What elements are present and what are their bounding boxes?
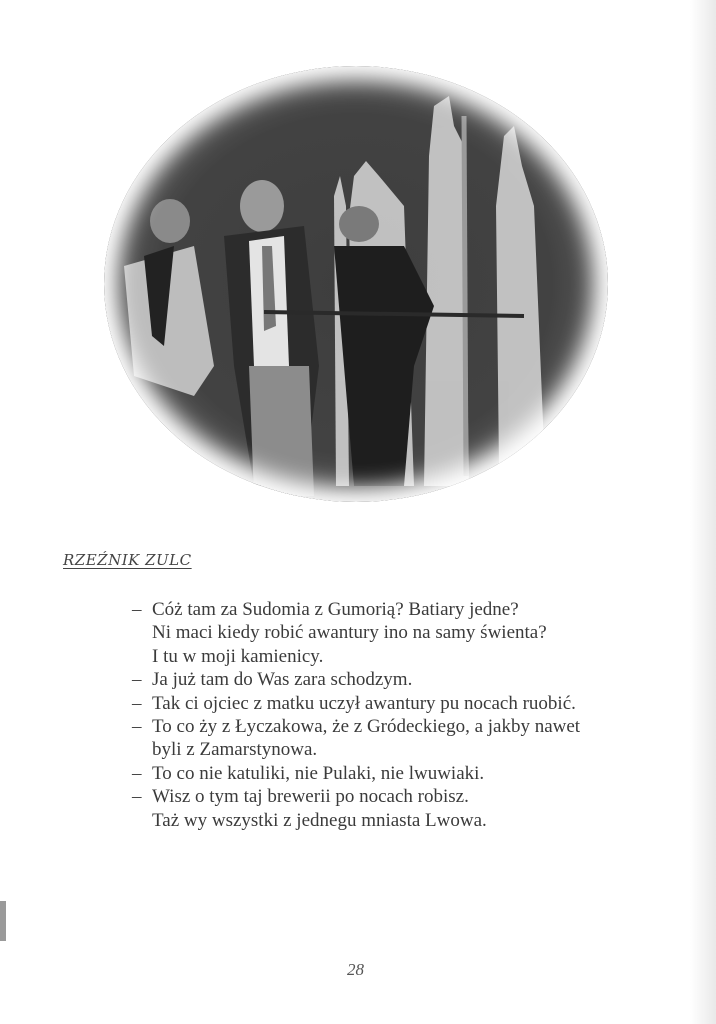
dialogue-text: Ni maci kiedy robić awantury ino na samy świenta? xyxy=(152,622,547,644)
dialogue-line xyxy=(132,762,652,785)
dialogue-dash: – xyxy=(132,599,142,620)
page-edge-shadow xyxy=(690,0,716,1024)
photo-vignette xyxy=(104,66,608,502)
dialogue-text: To co nie katuliki, nie Pulaki, nie lwuwiaki. xyxy=(152,762,485,784)
dialogue-text: byli z Zamarstynowa. xyxy=(152,739,318,761)
stage-photo xyxy=(104,66,608,502)
dialogue-dash: – xyxy=(132,669,142,691)
dialogue-line xyxy=(132,785,652,808)
dialogue-line xyxy=(132,668,652,691)
dialogue-dash: – xyxy=(132,762,142,784)
dialogue-line xyxy=(132,598,652,621)
dialogue-text: Cóż tam za Sudomia z Gumorią? Batiary jedne? xyxy=(152,599,519,620)
dialogue-text: I tu w moji kamienicy. xyxy=(152,645,324,667)
dialogue-dash: – xyxy=(132,716,142,738)
dialogue-line xyxy=(132,809,652,832)
dialogue-line xyxy=(132,715,652,738)
speaker-name: RZEŹNIK ZULC xyxy=(63,551,192,569)
page-number: 28 xyxy=(347,960,364,979)
dialogue-text: Tak ci ojciec z matku uczył awantury pu nocach ruobić. xyxy=(152,692,576,714)
dialogue-block xyxy=(132,598,652,832)
dialogue-dash: – xyxy=(132,786,142,808)
dialogue-dash: – xyxy=(132,692,142,714)
dialogue-text: Ja już tam do Was zara schodzym. xyxy=(152,669,413,691)
dialogue-line xyxy=(132,621,652,644)
scan-edge-mark xyxy=(0,901,6,941)
dialogue-line xyxy=(132,738,652,761)
dialogue-text: To co ży z Łyczakowa, że z Gródeckiego, a jakby nawet xyxy=(152,716,581,738)
dialogue-line xyxy=(132,692,652,715)
dialogue-text: Wisz o tym taj brewerii po nocach robisz. xyxy=(152,786,469,808)
dialogue-line xyxy=(132,645,652,668)
dialogue-text: Taż wy wszystki z jednegu mniasta Lwowa. xyxy=(152,809,487,831)
